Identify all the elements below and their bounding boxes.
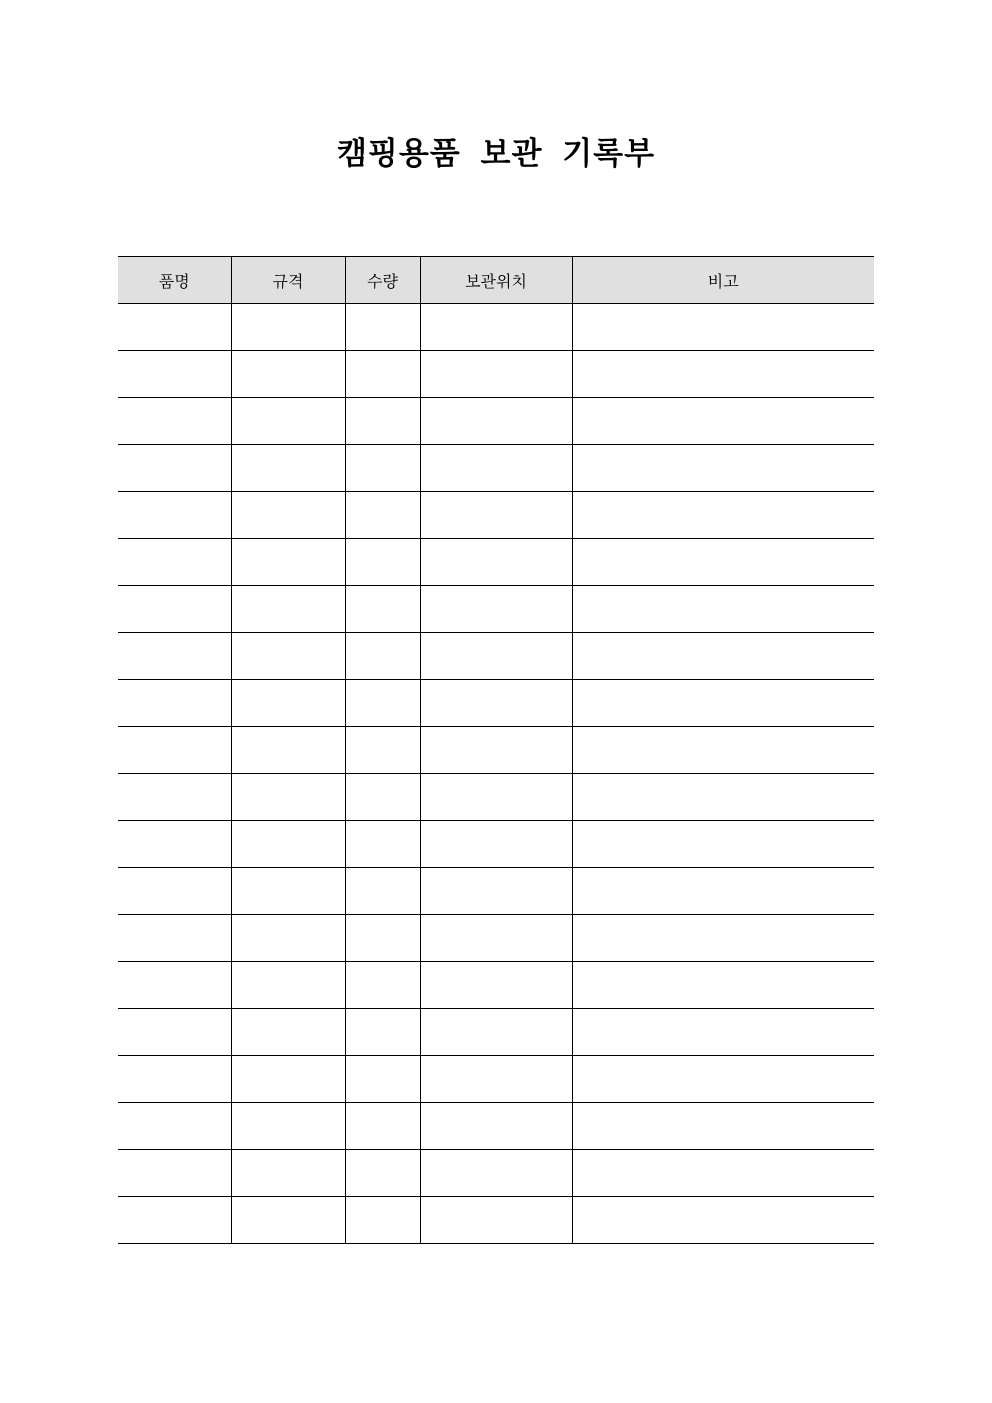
cell-item-name[interactable]: [118, 821, 231, 868]
table-row: [118, 586, 874, 633]
cell-storage-location[interactable]: [420, 1009, 572, 1056]
header-quantity: 수량: [345, 257, 420, 304]
cell-item-name[interactable]: [118, 774, 231, 821]
cell-remarks[interactable]: [572, 915, 874, 962]
cell-quantity[interactable]: [345, 492, 420, 539]
cell-spec[interactable]: [231, 1009, 345, 1056]
cell-storage-location[interactable]: [420, 774, 572, 821]
table-row: [118, 821, 874, 868]
cell-quantity[interactable]: [345, 304, 420, 351]
cell-spec[interactable]: [231, 868, 345, 915]
cell-spec[interactable]: [231, 1150, 345, 1197]
cell-storage-location[interactable]: [420, 539, 572, 586]
header-spec: 규격: [231, 257, 345, 304]
cell-spec[interactable]: [231, 398, 345, 445]
cell-item-name[interactable]: [118, 586, 231, 633]
cell-item-name[interactable]: [118, 445, 231, 492]
header-item-name: 품명: [118, 257, 231, 304]
cell-quantity[interactable]: [345, 445, 420, 492]
cell-storage-location[interactable]: [420, 586, 572, 633]
cell-spec[interactable]: [231, 821, 345, 868]
header-storage-location: 보관위치: [420, 257, 572, 304]
cell-quantity[interactable]: [345, 1103, 420, 1150]
cell-item-name[interactable]: [118, 1150, 231, 1197]
cell-remarks[interactable]: [572, 1150, 874, 1197]
cell-item-name[interactable]: [118, 539, 231, 586]
cell-quantity[interactable]: [345, 680, 420, 727]
cell-quantity[interactable]: [345, 539, 420, 586]
cell-quantity[interactable]: [345, 962, 420, 1009]
cell-spec[interactable]: [231, 915, 345, 962]
cell-remarks[interactable]: [572, 1056, 874, 1103]
cell-quantity[interactable]: [345, 774, 420, 821]
table-row: [118, 868, 874, 915]
cell-remarks[interactable]: [572, 821, 874, 868]
cell-spec[interactable]: [231, 539, 345, 586]
cell-spec[interactable]: [231, 727, 345, 774]
cell-item-name[interactable]: [118, 304, 231, 351]
cell-spec[interactable]: [231, 304, 345, 351]
cell-quantity[interactable]: [345, 1197, 420, 1244]
cell-quantity[interactable]: [345, 1009, 420, 1056]
cell-item-name[interactable]: [118, 868, 231, 915]
cell-remarks[interactable]: [572, 868, 874, 915]
cell-spec[interactable]: [231, 1103, 345, 1150]
cell-remarks[interactable]: [572, 586, 874, 633]
cell-item-name[interactable]: [118, 962, 231, 1009]
cell-spec[interactable]: [231, 445, 345, 492]
cell-quantity[interactable]: [345, 727, 420, 774]
cell-item-name[interactable]: [118, 727, 231, 774]
storage-record-table: [118, 256, 874, 1244]
cell-storage-location[interactable]: [420, 492, 572, 539]
cell-quantity[interactable]: [345, 1056, 420, 1103]
table-row: [118, 445, 874, 492]
cell-item-name[interactable]: [118, 1056, 231, 1103]
cell-remarks[interactable]: [572, 962, 874, 1009]
cell-spec[interactable]: [231, 774, 345, 821]
table-body: [118, 304, 874, 1244]
cell-storage-location[interactable]: [420, 398, 572, 445]
cell-storage-location[interactable]: [420, 304, 572, 351]
cell-storage-location[interactable]: [420, 915, 572, 962]
cell-spec[interactable]: [231, 586, 345, 633]
cell-quantity[interactable]: [345, 351, 420, 398]
cell-remarks[interactable]: [572, 1009, 874, 1056]
table-row: [118, 1009, 874, 1056]
cell-quantity[interactable]: [345, 868, 420, 915]
cell-quantity[interactable]: [345, 633, 420, 680]
table-row: [118, 727, 874, 774]
table-row: [118, 539, 874, 586]
table-row: [118, 962, 874, 1009]
table-row: [118, 633, 874, 680]
cell-remarks[interactable]: [572, 774, 874, 821]
table-row: [118, 680, 874, 727]
table-header-row: [118, 257, 874, 304]
cell-remarks[interactable]: [572, 633, 874, 680]
cell-spec[interactable]: [231, 680, 345, 727]
page-title: 캠핑용품 보관 기록부: [336, 136, 656, 172]
cell-remarks[interactable]: [572, 351, 874, 398]
table-row: [118, 492, 874, 539]
cell-quantity[interactable]: [345, 821, 420, 868]
cell-item-name[interactable]: [118, 398, 231, 445]
cell-item-name[interactable]: [118, 915, 231, 962]
cell-item-name[interactable]: [118, 633, 231, 680]
table-row: [118, 398, 874, 445]
cell-storage-location[interactable]: [420, 680, 572, 727]
cell-spec[interactable]: [231, 492, 345, 539]
cell-storage-location[interactable]: [420, 1103, 572, 1150]
cell-quantity[interactable]: [345, 398, 420, 445]
table-row: [118, 774, 874, 821]
cell-remarks[interactable]: [572, 1197, 874, 1244]
table-row: [118, 915, 874, 962]
cell-item-name[interactable]: [118, 680, 231, 727]
table-row: [118, 1197, 874, 1244]
table-row: [118, 1056, 874, 1103]
cell-remarks[interactable]: [572, 398, 874, 445]
table-row: [118, 1150, 874, 1197]
cell-spec[interactable]: [231, 351, 345, 398]
cell-item-name[interactable]: [118, 1103, 231, 1150]
cell-storage-location[interactable]: [420, 1197, 572, 1244]
cell-remarks[interactable]: [572, 304, 874, 351]
cell-item-name[interactable]: [118, 1197, 231, 1244]
cell-remarks[interactable]: [572, 1103, 874, 1150]
cell-storage-location[interactable]: [420, 351, 572, 398]
cell-storage-location[interactable]: [420, 445, 572, 492]
header-remarks: 비고: [572, 257, 874, 304]
table-row: [118, 304, 874, 351]
cell-storage-location[interactable]: [420, 868, 572, 915]
cell-remarks[interactable]: [572, 445, 874, 492]
cell-remarks[interactable]: [572, 727, 874, 774]
table-row: [118, 351, 874, 398]
cell-spec[interactable]: [231, 1056, 345, 1103]
cell-item-name[interactable]: [118, 492, 231, 539]
cell-remarks[interactable]: [572, 680, 874, 727]
cell-storage-location[interactable]: [420, 1150, 572, 1197]
cell-remarks[interactable]: [572, 492, 874, 539]
cell-spec[interactable]: [231, 633, 345, 680]
cell-quantity[interactable]: [345, 915, 420, 962]
cell-spec[interactable]: [231, 1197, 345, 1244]
cell-storage-location[interactable]: [420, 1056, 572, 1103]
cell-spec[interactable]: [231, 962, 345, 1009]
cell-item-name[interactable]: [118, 1009, 231, 1056]
cell-quantity[interactable]: [345, 586, 420, 633]
cell-remarks[interactable]: [572, 539, 874, 586]
cell-item-name[interactable]: [118, 351, 231, 398]
cell-quantity[interactable]: [345, 1150, 420, 1197]
table-row: [118, 1103, 874, 1150]
cell-storage-location[interactable]: [420, 727, 572, 774]
cell-storage-location[interactable]: [420, 821, 572, 868]
cell-storage-location[interactable]: [420, 962, 572, 1009]
cell-storage-location[interactable]: [420, 633, 572, 680]
